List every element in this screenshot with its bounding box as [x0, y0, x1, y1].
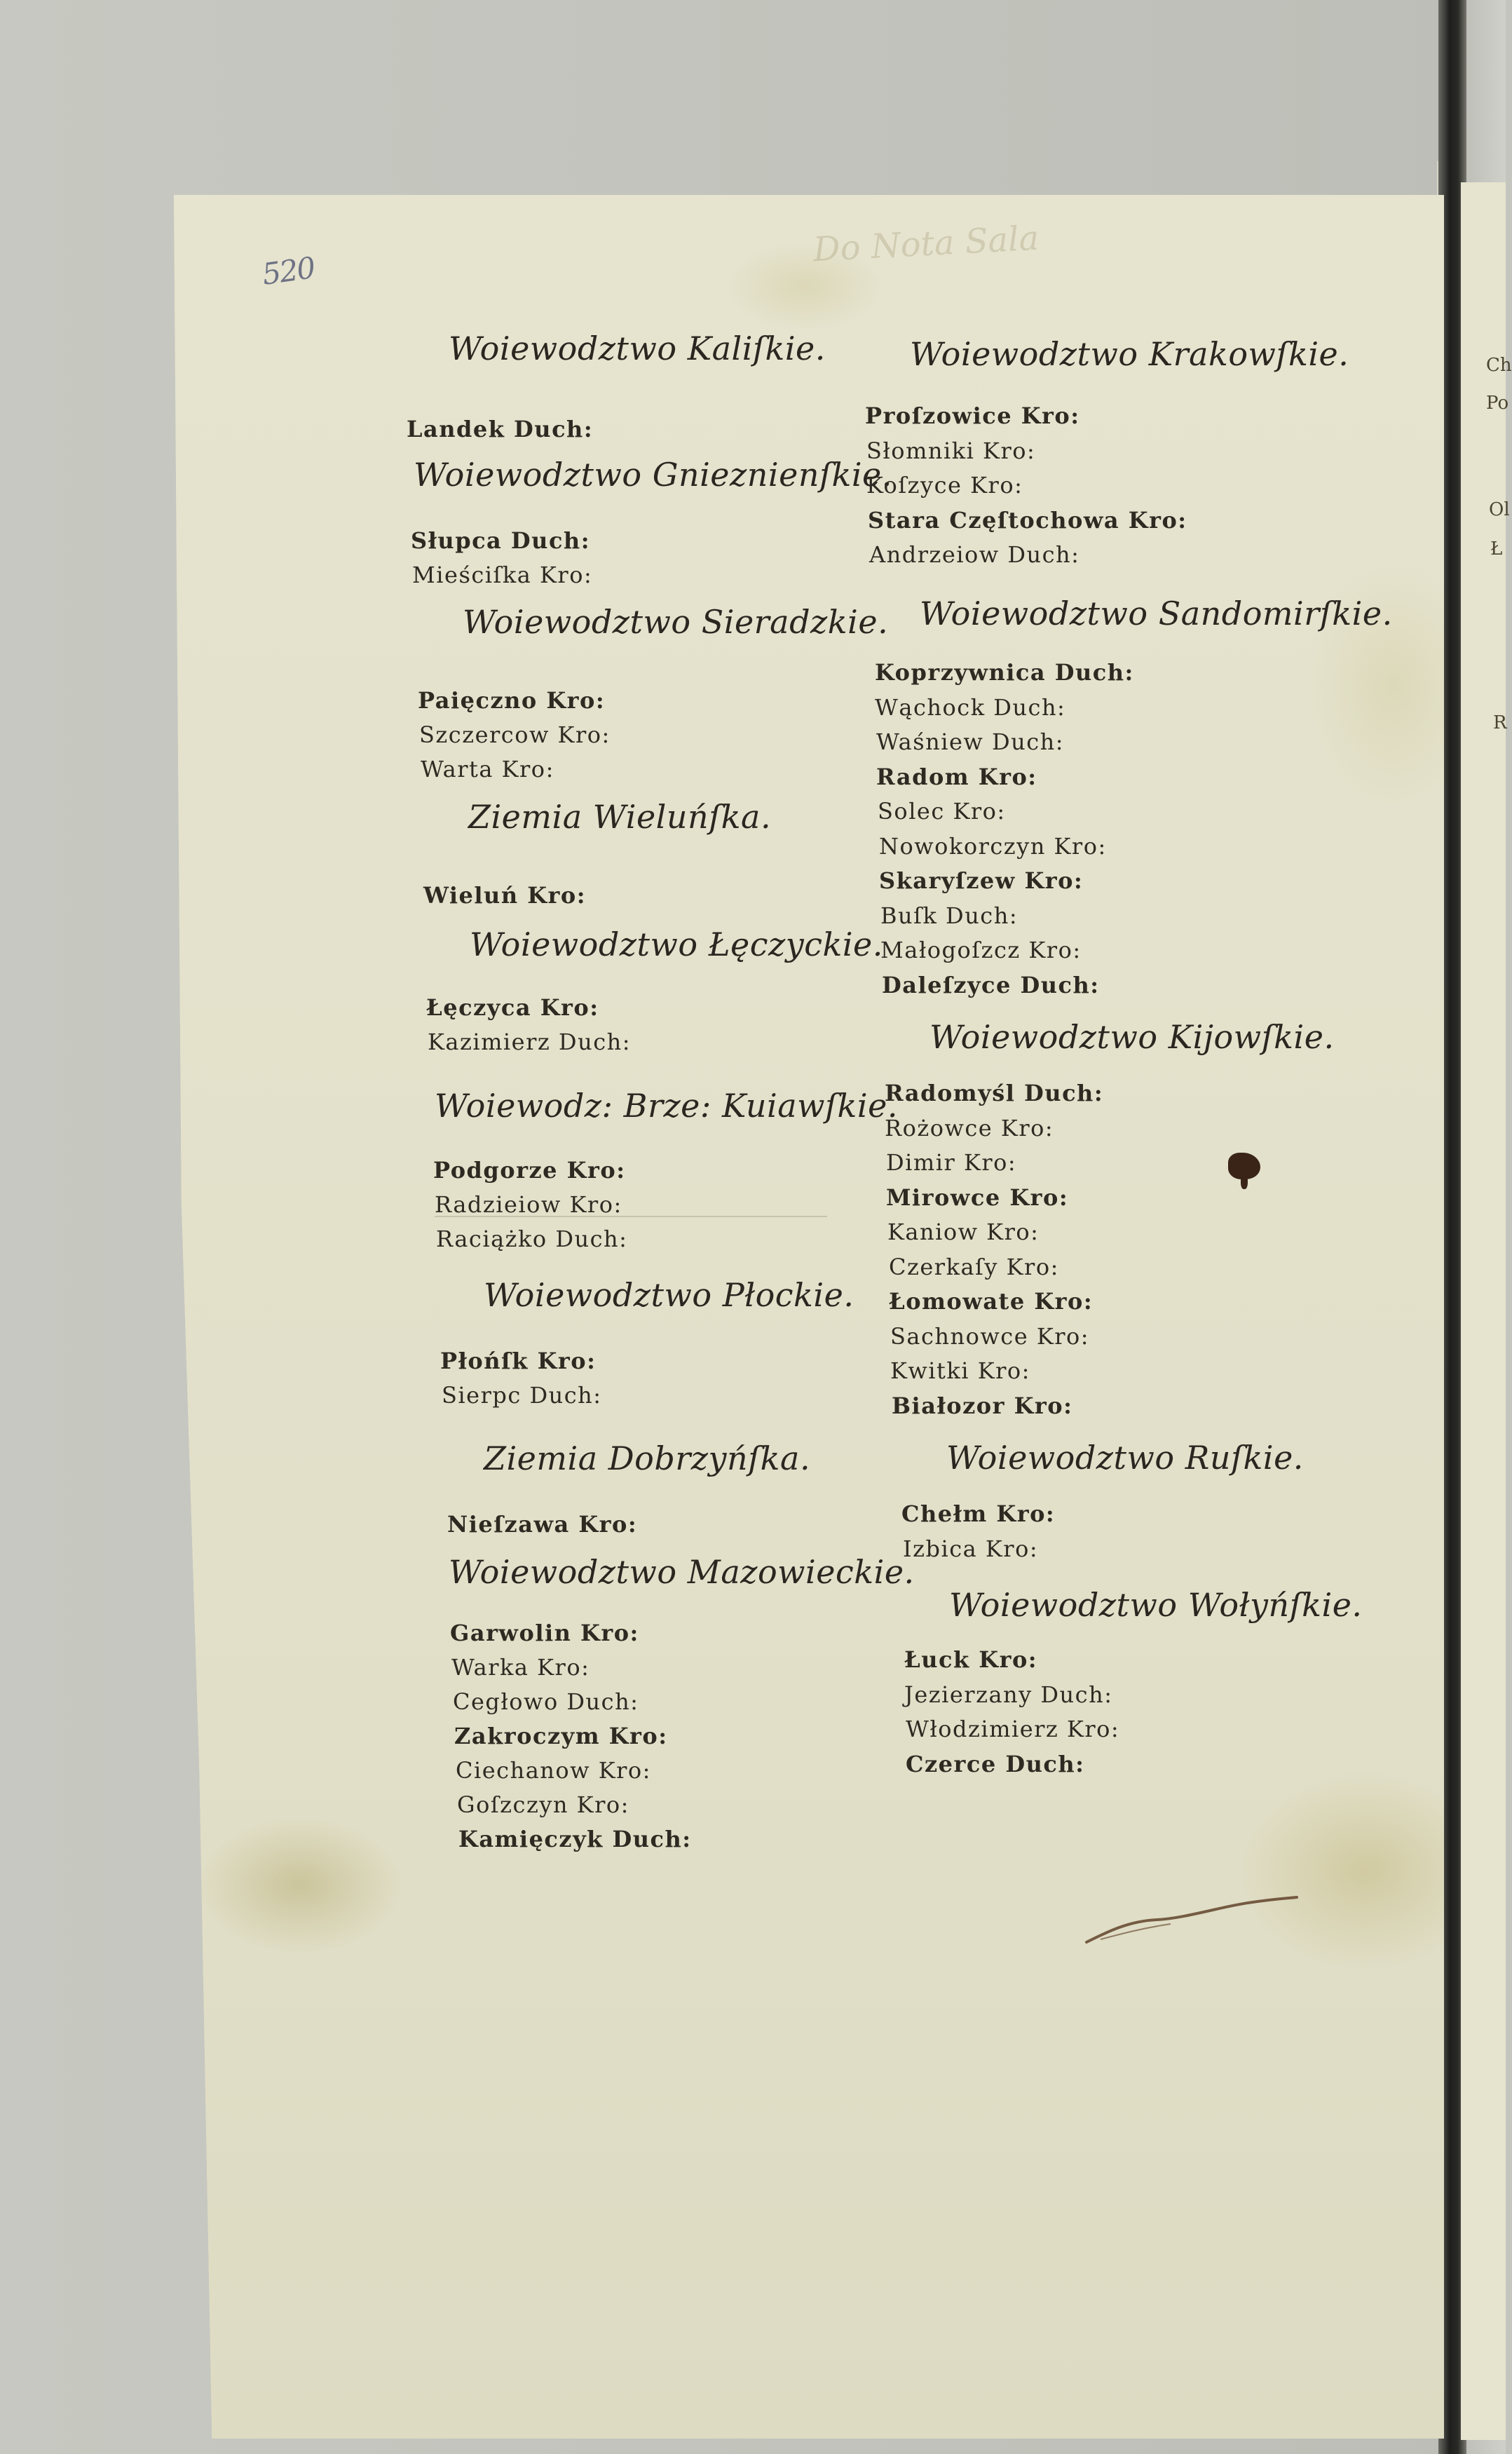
place-entry	[447, 1511, 637, 1538]
place-type: Kro:	[1014, 1392, 1073, 1419]
place-name: Landek	[407, 416, 505, 442]
place-type: Kro:	[1009, 1184, 1069, 1211]
section-heading: Woiewodztwo Płockie.	[484, 1276, 854, 1314]
place-entry	[889, 1288, 1093, 1315]
place-entry	[889, 1254, 1059, 1280]
ink-blot	[1228, 1153, 1260, 1179]
place-entry	[880, 937, 1082, 963]
place-name: Jezierzany	[904, 1681, 1033, 1708]
place-entry	[892, 1392, 1072, 1419]
section-heading: Ziemia Dobrzyńſka.	[484, 1439, 811, 1477]
place-name: Ciechanow	[456, 1757, 591, 1784]
place-entry	[868, 507, 1187, 534]
place-entry	[418, 687, 605, 714]
place-entry	[904, 1646, 1037, 1673]
place-type: Kro:	[996, 1500, 1056, 1527]
section-heading: Woiewodz: Brze: Kuiawſkie.	[435, 1087, 898, 1125]
place-name: Wieluń	[423, 882, 519, 909]
place-type: Kro:	[537, 1654, 590, 1681]
place-type: Kro:	[1054, 833, 1107, 860]
place-type: Duch:	[529, 1382, 602, 1409]
place-type: Kro:	[1024, 867, 1084, 894]
place-entry	[412, 562, 592, 588]
place-type: Kro:	[1036, 1323, 1090, 1350]
adjacent-page-fragment: Po	[1486, 393, 1509, 414]
place-entry	[890, 1323, 1089, 1350]
place-name: Czerkaſy	[889, 1254, 998, 1280]
place-name: Mieściſka	[412, 562, 532, 588]
place-name: Sierpc	[442, 1382, 522, 1409]
place-type: Kro:	[598, 1757, 651, 1784]
place-type: Duch:	[991, 728, 1065, 755]
place-entry	[876, 764, 1037, 790]
place-name: Łuck	[904, 1646, 970, 1673]
place-name: Goſzczyn	[457, 1791, 568, 1818]
place-entry	[903, 1536, 1038, 1562]
place-name: Kaniow	[887, 1219, 979, 1245]
place-entry	[411, 527, 590, 554]
place-entry	[876, 728, 1064, 755]
place-entry	[419, 721, 611, 748]
place-type: Duch:	[1007, 541, 1080, 568]
place-name: Nieſzawa	[447, 1511, 570, 1538]
place-name: Stara Częſtochowa	[868, 507, 1120, 534]
place-type: Kro:	[1034, 1288, 1094, 1315]
place-name: Andrzeiow	[869, 541, 1000, 568]
place-name: Koſzyce	[866, 472, 962, 499]
place-name: Daleſzyce	[882, 972, 1012, 998]
place-name: Włodzimierz	[906, 1716, 1059, 1742]
place-name: Sachnowce	[890, 1323, 1029, 1350]
place-name: Łomowate	[889, 1288, 1026, 1315]
place-type: Duch:	[1020, 972, 1100, 998]
place-type: Kro:	[1021, 402, 1080, 429]
place-name: Płońſk	[440, 1348, 529, 1374]
place-entry	[451, 1654, 590, 1681]
adjacent-page-fragment: Ol	[1489, 499, 1510, 520]
place-type: Kro:	[540, 994, 599, 1021]
place-entry	[887, 1219, 1039, 1245]
place-entry	[457, 1791, 629, 1818]
place-name: Buſk	[880, 902, 938, 929]
section-heading: Woiewodztwo Krakowſkie.	[910, 335, 1349, 373]
place-name: Proſzowice	[865, 402, 1013, 429]
place-name: Paięczno	[418, 687, 538, 714]
place-type: Kro:	[985, 1536, 1039, 1562]
place-name: Warka	[451, 1654, 529, 1681]
place-entry	[423, 882, 586, 909]
place-entry	[442, 1382, 602, 1409]
place-name: Chełm	[901, 1500, 988, 1527]
place-name: Warta	[421, 756, 493, 782]
place-entry	[450, 1620, 639, 1646]
place-entry	[458, 1826, 692, 1852]
place-name: Raciążko	[436, 1226, 547, 1252]
section-heading: Woiewodztwo Gnieznienſkie.	[414, 456, 892, 494]
place-name: Nowokorczyn	[879, 833, 1046, 860]
place-name: Zakroczym	[454, 1723, 601, 1749]
place-entry	[869, 541, 1079, 568]
place-type: Kro:	[566, 1157, 626, 1184]
place-name: Słomniki	[866, 438, 975, 464]
place-entry	[453, 1688, 639, 1715]
place-type: Kro:	[1006, 1254, 1059, 1280]
place-type: Kro:	[963, 1149, 1017, 1176]
place-type: Duch:	[558, 1029, 631, 1055]
section-heading: Woiewodztwo Sieradzkie.	[463, 603, 889, 641]
place-name: Dimir	[886, 1149, 956, 1176]
place-type: Duch:	[946, 902, 1019, 929]
place-type: Kro:	[953, 798, 1006, 825]
place-type: Duch:	[1054, 659, 1134, 686]
place-entry	[440, 1348, 596, 1374]
place-entry	[456, 1757, 651, 1784]
adjacent-page-sliver	[1461, 182, 1509, 2440]
place-type: Kro:	[983, 438, 1036, 464]
place-type: Kro:	[977, 1357, 1030, 1384]
section-heading: Woiewodztwo Sandomirſkie.	[920, 595, 1393, 632]
place-name: Koprzywnica	[875, 659, 1047, 686]
faint-rule	[435, 1216, 827, 1217]
place-type: Duch:	[1024, 1080, 1104, 1106]
adjacent-page-fragment: Ch	[1486, 355, 1512, 376]
section-heading: Woiewodztwo Ruſkie.	[946, 1439, 1304, 1477]
place-entry	[865, 402, 1080, 429]
place-name: Radzieiow	[435, 1191, 561, 1218]
place-entry	[890, 1357, 1030, 1384]
section-heading: Woiewodztwo Łęczyckie.	[470, 926, 883, 963]
place-entry	[454, 1723, 668, 1749]
place-name: Mirowce	[886, 1184, 1001, 1211]
place-entry	[879, 867, 1083, 894]
place-type: Kro:	[527, 882, 587, 909]
place-name: Szczercow	[419, 721, 550, 748]
place-type: Kro:	[986, 1219, 1040, 1245]
place-name: Czerce	[906, 1751, 997, 1777]
place-entry	[436, 1226, 627, 1252]
place-name: Garwolin	[450, 1620, 572, 1646]
place-type: Kro:	[979, 1646, 1038, 1673]
place-entry	[428, 1029, 631, 1055]
place-type: Duch:	[1005, 1751, 1085, 1777]
section-heading: Woiewodztwo Mazowieckie.	[449, 1553, 915, 1591]
place-type: Kro:	[537, 1348, 597, 1374]
place-type: Kro:	[546, 687, 606, 714]
place-type: Kro:	[1128, 507, 1187, 534]
place-type: Kro:	[557, 721, 611, 748]
place-entry	[426, 994, 599, 1021]
place-type: Kro:	[1028, 937, 1082, 963]
place-name: Rożowce	[885, 1115, 993, 1141]
place-name: Solec	[878, 798, 945, 825]
place-name: Cegłowo	[453, 1688, 559, 1715]
section-heading: Woiewodztwo Wołyńſkie.	[949, 1586, 1363, 1624]
place-name: Kwitki	[890, 1357, 970, 1384]
adjacent-page-fragment: R	[1493, 712, 1507, 733]
place-type: Duch:	[555, 1226, 628, 1252]
place-name: Skaryſzew	[879, 867, 1016, 894]
place-entry	[901, 1500, 1055, 1527]
place-entry	[904, 1681, 1112, 1708]
place-entry	[906, 1751, 1084, 1777]
place-type: Kro:	[569, 1191, 622, 1218]
place-type: Kro:	[1066, 1716, 1120, 1742]
section-heading: Ziemia Wieluńſka.	[468, 798, 772, 836]
place-name: Białozor	[892, 1392, 1005, 1419]
place-type: Kro:	[540, 562, 593, 588]
place-name: Łęczyca	[426, 994, 532, 1021]
place-type: Kro:	[578, 1511, 638, 1538]
place-entry	[875, 659, 1134, 686]
place-entry	[433, 1157, 626, 1184]
ink-scribble	[1079, 1893, 1304, 1949]
place-type: Kro:	[978, 764, 1037, 790]
place-type: Duch:	[514, 416, 594, 442]
place-name: Małogoſzcz	[880, 937, 1021, 963]
place-entry	[880, 902, 1018, 929]
place-type: Duch:	[993, 694, 1066, 721]
place-entry	[421, 756, 554, 782]
place-name: Radom	[876, 764, 970, 790]
place-entry	[866, 472, 1023, 499]
place-name: Kamięczyk	[458, 1826, 604, 1852]
place-name: Słupca	[411, 527, 503, 554]
place-entry	[906, 1716, 1119, 1742]
place-name: Kazimierz	[428, 1029, 551, 1055]
place-type: Kro:	[576, 1791, 629, 1818]
place-name: Wąchock	[875, 694, 986, 721]
document-page	[174, 195, 1444, 2439]
place-name: Podgorze	[433, 1157, 559, 1184]
place-entry	[882, 972, 1100, 998]
place-type: Duch:	[510, 527, 590, 554]
place-entry	[875, 694, 1065, 721]
place-type: Duch:	[566, 1688, 639, 1715]
place-type: Kro:	[580, 1620, 639, 1646]
place-entry	[886, 1149, 1016, 1176]
place-name: Izbica	[903, 1536, 978, 1562]
place-entry	[885, 1115, 1054, 1141]
place-type: Kro:	[1000, 1115, 1054, 1141]
faint-show-through-heading: Do Nota Sala	[812, 218, 1040, 270]
place-type: Kro:	[501, 756, 554, 782]
section-heading: Woiewodztwo Kaliſkie.	[449, 330, 826, 367]
place-entry	[878, 798, 1006, 825]
adjacent-page-fragment: Ł	[1490, 538, 1503, 560]
handwritten-page-number: 520	[259, 250, 317, 292]
place-type: Duch:	[612, 1826, 692, 1852]
place-name: Waśniew	[876, 728, 984, 755]
place-type: Kro:	[970, 472, 1023, 499]
place-entry	[886, 1184, 1068, 1211]
place-entry	[879, 833, 1107, 860]
place-entry	[435, 1191, 622, 1218]
section-heading: Woiewodztwo Kijowſkie.	[929, 1018, 1335, 1056]
place-type: Duch:	[1040, 1681, 1113, 1708]
place-entry	[407, 416, 593, 442]
place-type: Kro:	[608, 1723, 668, 1749]
place-entry	[866, 438, 1035, 464]
place-name: Radomyśl	[885, 1080, 1016, 1106]
place-entry	[885, 1080, 1103, 1106]
